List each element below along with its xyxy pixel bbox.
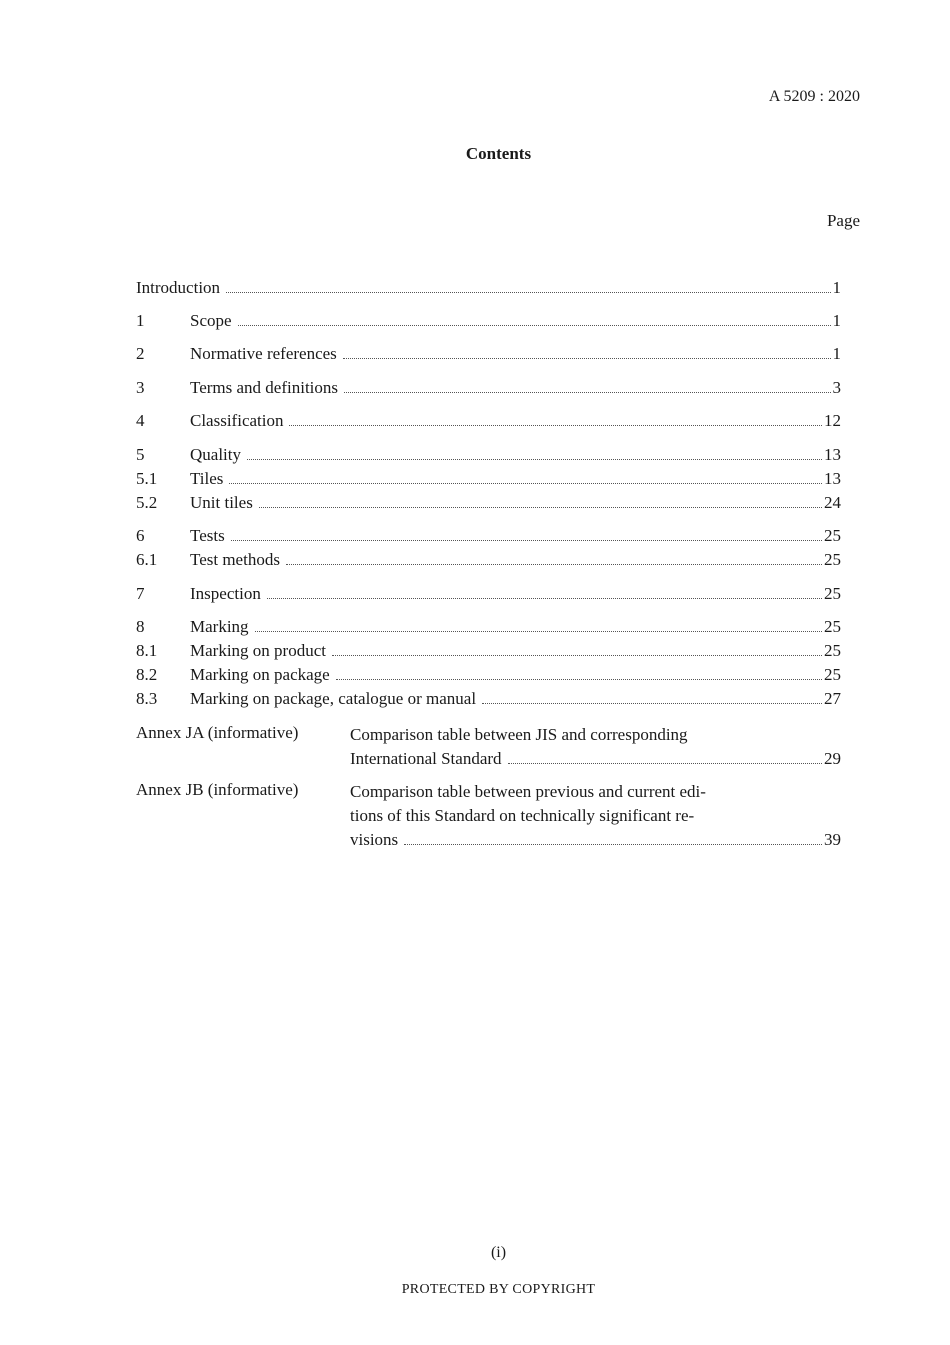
toc-entry-title: Marking: [190, 617, 249, 636]
toc-entry[interactable]: [136, 469, 841, 491]
toc-entry[interactable]: [136, 311, 841, 333]
toc-entry-title: Scope: [190, 311, 232, 330]
toc-entry-title: Introduction: [136, 278, 221, 297]
dot-leader: [336, 678, 822, 680]
dot-leader: [286, 563, 822, 565]
dot-leader: [404, 843, 822, 845]
dot-leader: [508, 762, 822, 764]
toc-entry-number: 5: [136, 445, 145, 464]
toc-entry-title: Terms and definitions: [190, 378, 339, 397]
toc-entry-number: 4: [136, 411, 145, 430]
toc-entry[interactable]: [136, 378, 841, 400]
dot-leader: [289, 424, 822, 426]
toc-entry[interactable]: [136, 550, 841, 572]
toc-entry-title: Test methods: [190, 550, 280, 569]
toc-entry[interactable]: [136, 641, 841, 663]
annex-title-line: [350, 828, 841, 852]
annex-title: [350, 723, 841, 771]
toc-entry-page: 1: [832, 344, 841, 363]
toc-entry-number: 5.2: [136, 493, 158, 512]
toc-entry-page: 25: [824, 526, 841, 545]
toc-entry[interactable]: [136, 278, 841, 300]
toc-entry-number: 6: [136, 526, 145, 545]
page-folio: (i): [490, 1244, 507, 1261]
toc-entry-title: Normative references: [190, 344, 337, 363]
toc-entry-title: Quality: [190, 445, 241, 464]
toc-entry-page: 25: [824, 550, 841, 569]
page-column-label: Page: [826, 211, 860, 230]
toc-entry-page: 1: [832, 311, 841, 330]
page-title: Contents: [465, 144, 532, 163]
toc-entry-page: 13: [824, 445, 841, 464]
dot-leader: [332, 654, 822, 656]
annex-title-line: [350, 780, 841, 804]
toc-entry-title: Inspection: [190, 584, 261, 603]
toc-entry[interactable]: [136, 411, 841, 433]
dot-leader: [259, 506, 822, 508]
toc-entry-page: 25: [824, 641, 841, 660]
dot-leader: [229, 482, 822, 484]
annex-title-line: [350, 747, 841, 771]
toc-entry[interactable]: [136, 617, 841, 639]
toc-entry-number: 2: [136, 344, 145, 363]
dot-leader: [482, 702, 822, 704]
dot-leader: [238, 324, 831, 326]
dot-leader: [231, 539, 822, 541]
dot-leader: [344, 391, 830, 393]
annex-page: 39: [824, 830, 841, 849]
toc-entry-page: 25: [824, 665, 841, 684]
dot-leader: [226, 291, 830, 293]
toc-entry-page: 25: [824, 584, 841, 603]
annex-title: [350, 780, 841, 852]
toc-entry-title: Unit tiles: [190, 493, 253, 512]
annex-title-line: [350, 804, 841, 828]
toc-entry-page: 1: [832, 278, 841, 297]
toc-entry-page: 13: [824, 469, 841, 488]
toc-entry-page: 3: [832, 378, 841, 397]
dot-leader: [247, 458, 822, 460]
toc-entry-page: 24: [824, 493, 841, 512]
annex-title-text: tions of this Standard on technically significant re-: [350, 806, 695, 825]
toc-entry-number: 3: [136, 378, 145, 397]
annex-title-text: visions: [350, 830, 399, 849]
toc-entry-page: 27: [824, 689, 841, 708]
annex-label: Annex JA (informative): [136, 723, 299, 742]
toc-entry-number: 6.1: [136, 550, 158, 569]
annex-title-text: Comparison table between JIS and corresponding: [350, 725, 688, 744]
toc-entry-number: 8.2: [136, 665, 158, 684]
toc-entry[interactable]: [136, 526, 841, 548]
toc-entry[interactable]: [136, 665, 841, 687]
annex-title-line: [350, 723, 841, 747]
toc-annex-entry[interactable]: [136, 723, 841, 771]
dot-leader: [343, 357, 831, 359]
toc-annex-entry[interactable]: [136, 780, 841, 852]
toc-entry-title: Marking on product: [190, 641, 326, 660]
toc-entry-number: 8.3: [136, 689, 158, 708]
toc-entry-page: 12: [824, 411, 841, 430]
toc-entry-number: 8.1: [136, 641, 158, 660]
copyright-notice: PROTECTED BY COPYRIGHT: [401, 1282, 596, 1297]
annex-title-text: International Standard: [350, 749, 502, 768]
toc-entry-number: 5.1: [136, 469, 158, 488]
toc-entry-title: Classification: [190, 411, 284, 430]
toc-entry[interactable]: [136, 445, 841, 467]
document-id: A 5209 : 2020: [768, 88, 860, 105]
toc-entry-title: Tests: [190, 526, 225, 545]
toc-entry-number: 8: [136, 617, 145, 636]
toc-entry-number: 7: [136, 584, 145, 603]
annex-page: 29: [824, 749, 841, 768]
toc-entry[interactable]: [136, 689, 841, 711]
toc-entry[interactable]: [136, 493, 841, 515]
annex-title-text: Comparison table between previous and current edi-: [350, 782, 706, 801]
toc-entry-number: 1: [136, 311, 145, 330]
annex-label: Annex JB (informative): [136, 780, 299, 799]
toc-entry-title: Marking on package: [190, 665, 330, 684]
toc-entry[interactable]: [136, 584, 841, 606]
toc-entry-page: 25: [824, 617, 841, 636]
toc-entry-title: Marking on package, catalogue or manual: [190, 689, 477, 708]
toc-entry[interactable]: [136, 344, 841, 366]
dot-leader: [255, 630, 822, 632]
dot-leader: [267, 597, 822, 599]
toc-entry-title: Tiles: [190, 469, 224, 488]
